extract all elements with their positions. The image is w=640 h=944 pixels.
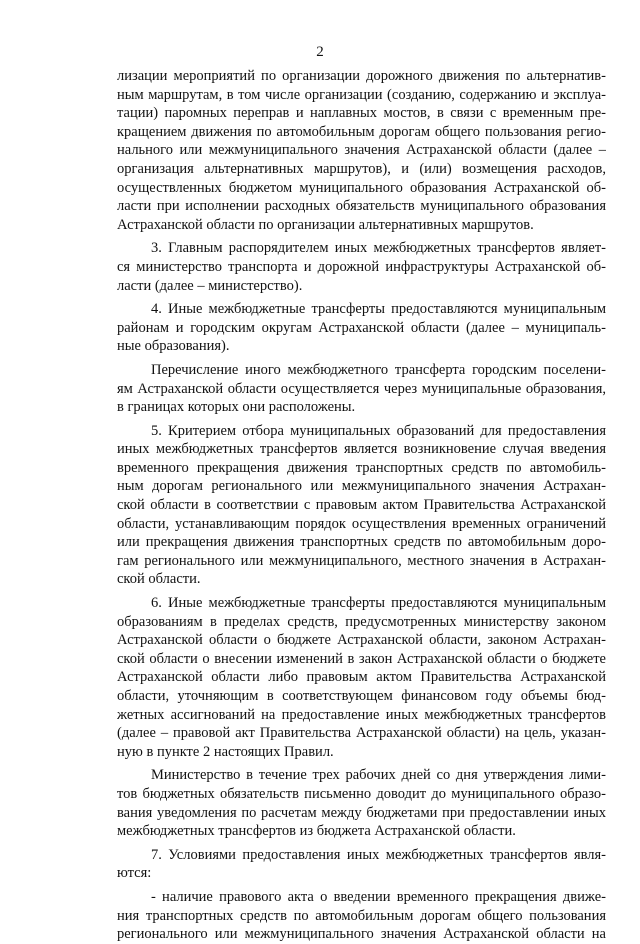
text-line: или прекращения движения транспортных средств по автомобильным доро- [117,534,606,551]
text-line: области, устанавливающим порядок осуществления временных ограничений [117,515,606,532]
text-line: области, уточняющим в соответствующем финансовом году объемы бюд- [117,688,606,704]
text-line: 4. Иные межбюджетные трансферты предоставляются муниципальным [151,301,606,318]
text-line: тации) паромных переправ и наплавных мостов, в связи с временным пре- [117,105,606,122]
paragraph-continuation [117,67,606,234]
text-line: ся министерство транспорта и дорожной инфраструктуры Астраханской об- [117,258,606,275]
text-line: ную в пункте 2 настоящих Правил. [117,743,334,760]
text-line: вания уведомления по расчетам между бюджетами при предоставлении иных [117,804,606,821]
paragraph-item-4 [117,300,606,356]
text-line: ным маршрутам, в том числе организации (созданию, содержанию и эксплуа- [117,86,606,103]
text-line: ской области в соответствии с правовым актом Правительства Астраханской [117,497,606,514]
text-line: ласти при исполнении расходных обязательств муниципального образования [117,198,606,215]
page-number: 2 [316,44,324,60]
paragraph-item-6 [117,594,606,761]
text-line: ются: [117,865,152,882]
text-line: (далее – правовой акт Правительства Астраханской области) на цель, указан- [117,725,606,742]
text-line: ным дорогам регионального или межмуниципального значения Астрахан- [117,478,606,495]
text-line: образованиям в пределах средств, предусмотренных министерству законом [117,613,606,630]
text-line: ния транспортных средств по автомобильным дорогам общего пользования [117,907,606,924]
text-line: 5. Критерием отбора муниципальных образований для предоставления [151,422,606,439]
paragraph-item-7 [117,846,606,883]
text-line: 3. Главным распорядителем иных межбюджетных трансфертов являет- [151,240,606,257]
paragraph-item-7-condition-1 [117,888,606,944]
text-line: ям Астраханской области осуществляется через муниципальные образования, [117,380,606,397]
text-line: 6. Иные межбюджетные трансферты предоставляются муниципальным [151,595,606,612]
text-line: временного прекращения движения транспортных средств по автомобиль- [117,459,606,476]
text-line: жетных ассигнований на предоставление иных межбюджетных трансфертов [117,706,606,723]
text-line: нального или межмуниципального значения Астраханской области (далее – [117,142,606,159]
paragraph-item-3 [117,239,606,295]
text-line: Министерство в течение трех рабочих дней со дня утверждения лими- [151,767,606,784]
document-body [117,67,606,944]
text-line: ласти (далее – министерство). [117,277,303,294]
text-line: кращением движения по автомобильным дорогам общего пользования регио- [117,123,606,140]
text-line: Перечисление иного межбюджетного трансферта городским поселени- [151,361,606,378]
text-line: межбюджетных трансфертов из бюджета Астраханской области. [117,823,516,840]
text-line: 7. Условиями предоставления иных межбюджетных трансфертов явля- [151,846,606,863]
text-line: регионального или межмуниципального значения Астраханской области на [117,926,606,943]
text-line: организация альтернативных маршрутов), и (или) возмещения расходов, [117,160,606,177]
text-line: - наличие правового акта о введении временного прекращения движе- [151,888,606,905]
text-line: Астраханской области о бюджете Астраханской области, законом Астрахан- [117,632,606,649]
text-line: Астраханской области по организации альтернативных маршрутов. [117,216,534,233]
text-line: лизации мероприятий по организации дорожного движения по альтернатив- [117,68,606,84]
text-line: Астраханской области либо правовым актом Правительства Астраханской [117,669,606,686]
text-line: осуществленных бюджетом муниципального образования Астраханской об- [117,179,606,196]
text-line: ской области. [117,571,201,588]
text-line: ской области о внесении изменений в закон Астраханской области о бюджете [117,650,606,667]
text-line: иных межбюджетных трансфертов является возникновение случая введения [117,441,606,458]
paragraph-item-6-notice [117,766,606,840]
paragraph-item-5 [117,422,606,589]
text-line: тов бюджетных обязательств письменно доводит до муниципального образо- [117,785,606,802]
text-line: ные образования). [117,338,230,355]
paragraph-item-4-transfer [117,361,606,417]
text-line: районам и городским округам Астраханской области (далее – муниципаль- [117,319,606,336]
text-line: в границах которых они расположены. [117,399,356,416]
text-line: гам регионального или межмуниципального, местного значения в Астрахан- [117,552,606,569]
